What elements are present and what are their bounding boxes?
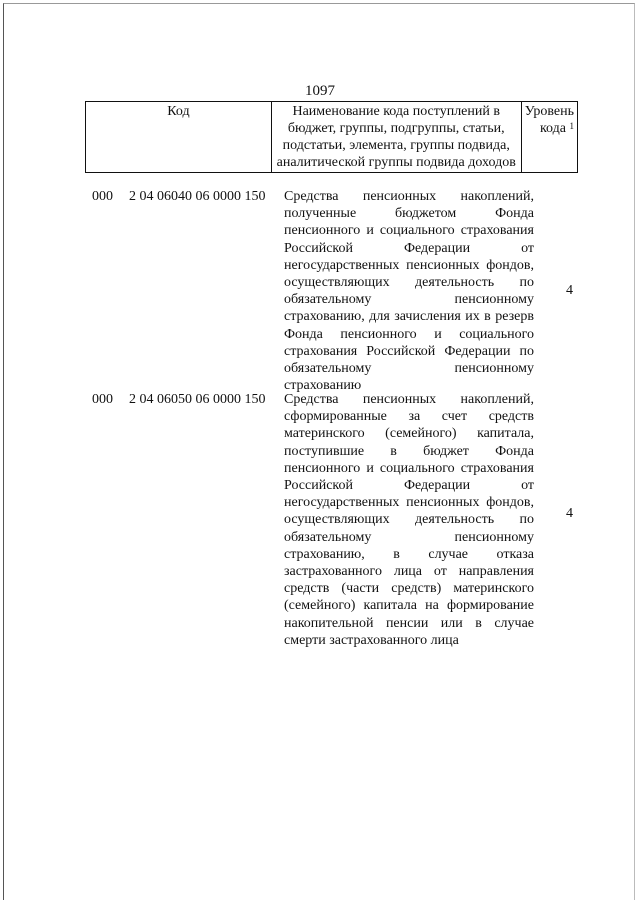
header-level-text: кода bbox=[539, 121, 566, 136]
description-line: осуществляющих деятельность по bbox=[284, 275, 534, 291]
level-value: 4 bbox=[566, 506, 573, 521]
description-line: накопительной пенсии или в случае bbox=[284, 615, 534, 631]
description-line: поступившие в бюджет Фонда bbox=[284, 443, 534, 459]
admin-code: 000 bbox=[92, 392, 113, 407]
admin-code: 000 bbox=[92, 189, 113, 204]
description-line: Российской Федерации от bbox=[284, 240, 534, 256]
description-line: обязательному пенсионному bbox=[284, 292, 534, 308]
description-line: Средства пенсионных накоплений, bbox=[284, 189, 534, 204]
description-line: негосударственных пенсионных фондов, bbox=[284, 257, 534, 273]
description-line: (семейного) капитала на формирование bbox=[284, 598, 534, 614]
description-line: Российской Федерации от bbox=[284, 478, 534, 494]
header-name-cell bbox=[271, 102, 521, 173]
header-code-cell bbox=[86, 102, 272, 173]
description-line: негосударственных пенсионных фондов, bbox=[284, 495, 534, 511]
header-name-line: бюджет, группы, подгруппы, статьи, bbox=[287, 121, 505, 136]
page-number: 1097 bbox=[305, 83, 335, 99]
description-line: страхования Российской Федерации по bbox=[284, 343, 534, 359]
header-name-line: подстатьи, элемента, группы подвида, bbox=[282, 138, 510, 153]
description-line: обязательному пенсионному bbox=[284, 361, 534, 377]
description-line: смерти застрахованного лица bbox=[284, 632, 459, 648]
income-description bbox=[284, 188, 534, 394]
header-level-line-2 bbox=[525, 120, 574, 137]
description-line: страхованию, для зачисления их в резерв bbox=[284, 309, 534, 325]
income-description bbox=[284, 391, 534, 649]
header-level-cell bbox=[521, 102, 577, 173]
description-line: материнского (семейного) капитала, bbox=[284, 426, 534, 442]
header-code-label: Код bbox=[167, 104, 190, 119]
description-line: пенсионного и социального страхования bbox=[284, 223, 534, 239]
description-line: сформированные за счет средств bbox=[284, 409, 534, 425]
footnote-marker: 1 bbox=[569, 121, 574, 131]
description-line: полученные бюджетом Фонда bbox=[284, 206, 534, 222]
table-header bbox=[85, 101, 578, 173]
description-line: осуществляющих деятельность по bbox=[284, 512, 534, 528]
description-line: страхованию bbox=[284, 378, 362, 394]
description-line: обязательному пенсионному bbox=[284, 529, 534, 545]
income-code: 2 04 06050 06 0000 150 bbox=[129, 392, 266, 407]
description-line: Фонда пенсионного и социального bbox=[284, 326, 534, 342]
description-line: страхованию, в случае отказа bbox=[284, 546, 534, 562]
description-line: средств (части средств) материнского bbox=[284, 581, 534, 597]
level-value: 4 bbox=[566, 283, 573, 298]
income-code: 2 04 06040 06 0000 150 bbox=[129, 189, 266, 204]
header-name-line: аналитической группы подвида доходов bbox=[276, 155, 516, 170]
header-level-line: Уровень bbox=[524, 104, 574, 119]
description-line: застрахованного лица от направления bbox=[284, 564, 534, 580]
description-line: пенсионного и социального страхования bbox=[284, 460, 534, 476]
description-line: Средства пенсионных накоплений, bbox=[284, 392, 534, 407]
header-name-line: Наименование кода поступлений в bbox=[292, 104, 500, 119]
